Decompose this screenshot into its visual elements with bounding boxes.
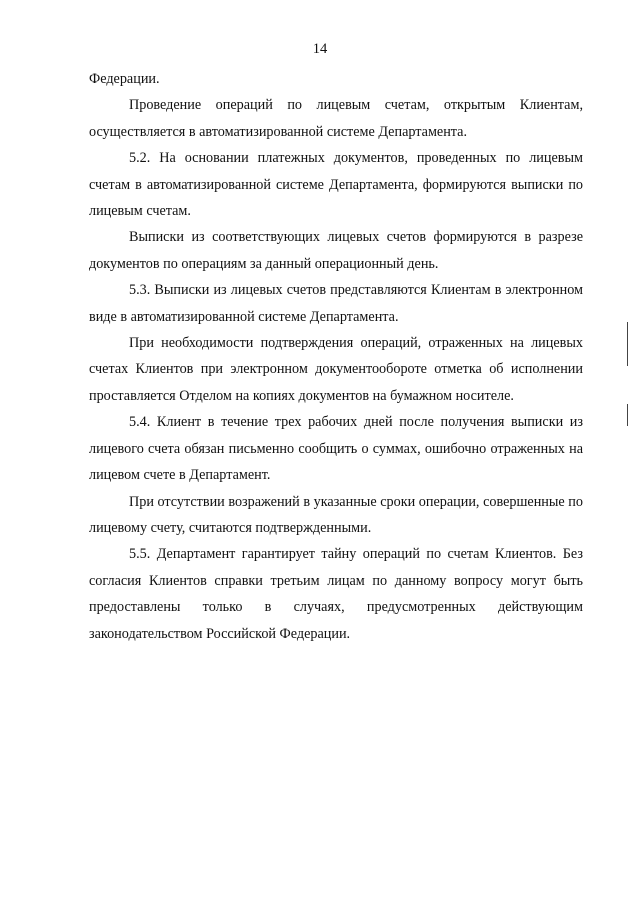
paragraph-confirmation-of-operations: При необходимости подтверждения операций, отраженных на лицевых счетах Клиентов при электронном документообороте отметка об исполнении проставляется Отделом на копиях документов на бумажном носителе. [89, 335, 583, 404]
paragraph-5-4: 5.4. Клиент в течение трех рабочих дней после получения выписки из лицевого счета обязан письменно сообщить о суммах, ошибочно отраженных на лицевом счете в Департамент. [89, 414, 583, 484]
document-body [89, 66, 583, 647]
paragraph-operations-in-system: Проведение операций по лицевым счетам, открытым Клиентам, осуществляется в автоматизированной системе Департамента. [89, 97, 583, 140]
scan-edge-mark [627, 404, 628, 426]
paragraph-no-objections: При отсутствии возражений в указанные сроки операции, совершенные по лицевому счету, считаются подтвержденными. [89, 493, 583, 536]
page-number: 14 [312, 41, 328, 57]
paragraph-continuation: Федерации. [89, 71, 160, 87]
paragraph-5-3: 5.3. Выписки из лицевых счетов представляются Клиентам в электронном виде в автоматизированной системе Департамента. [89, 282, 583, 325]
paragraph-5-5-ending: законодательством Российской Федерации. [89, 625, 351, 642]
paragraph-5-2: 5.2. На основании платежных документов, проведенных по лицевым счетам в автоматизированной системе Департамента, формируются выписки по лицевым счетам. [89, 150, 583, 220]
paragraph-statements-by-documents: Выписки из соответствующих лицевых счетов формируются в разрезе документов по операциям за данный операционный день. [89, 229, 583, 272]
scan-edge-mark [627, 322, 628, 366]
paragraph-5-5: 5.5. Департамент гарантирует тайну операций по счетам Клиентов. Без согласия Клиентов справки третьим лицам по данному вопросу могут быть предоставлены только в случаях, предусмотренных действующим [89, 546, 583, 616]
